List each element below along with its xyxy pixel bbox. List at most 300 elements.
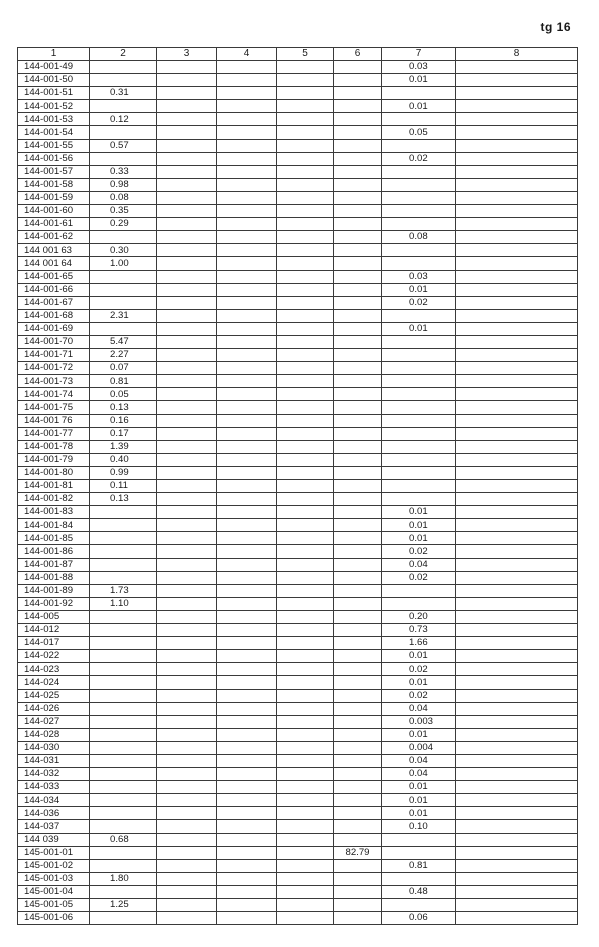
cell-col4 (217, 466, 277, 479)
cell-col2: 0.30 (90, 244, 157, 257)
cell-code: 144-001-69 (18, 322, 90, 335)
cell-code: 144-001-72 (18, 362, 90, 375)
table-row (18, 100, 578, 113)
cell-code: 145-001-03 (18, 872, 90, 885)
cell-col4 (217, 453, 277, 466)
cell-col5 (277, 466, 334, 479)
cell-col4 (217, 283, 277, 296)
cell-col2: 0.81 (90, 375, 157, 388)
cell-col2 (90, 754, 157, 767)
table-row (18, 257, 578, 270)
cell-col8 (456, 231, 578, 244)
cell-col4 (217, 912, 277, 925)
cell-col6 (334, 859, 382, 872)
cell-col5 (277, 519, 334, 532)
table-body (18, 61, 578, 925)
cell-col3 (157, 349, 217, 362)
cell-col4 (217, 139, 277, 152)
table-row (18, 453, 578, 466)
cell-col5 (277, 872, 334, 885)
table-row (18, 74, 578, 87)
cell-col6 (334, 794, 382, 807)
cell-col5 (277, 453, 334, 466)
cell-col5 (277, 191, 334, 204)
cell-col4 (217, 794, 277, 807)
cell-col7: 0.02 (382, 545, 456, 558)
cell-col4 (217, 885, 277, 898)
cell-col8 (456, 126, 578, 139)
table-row (18, 205, 578, 218)
cell-col3 (157, 440, 217, 453)
cell-col8 (456, 663, 578, 676)
cell-col3 (157, 637, 217, 650)
cell-col4 (217, 165, 277, 178)
cell-col8 (456, 349, 578, 362)
cell-col8 (456, 885, 578, 898)
cell-col8 (456, 768, 578, 781)
cell-col7 (382, 362, 456, 375)
cell-col3 (157, 205, 217, 218)
cell-col8 (456, 165, 578, 178)
cell-col7 (382, 846, 456, 859)
cell-col6 (334, 754, 382, 767)
cell-col7 (382, 872, 456, 885)
cell-col6 (334, 597, 382, 610)
cell-code: 144-028 (18, 728, 90, 741)
cell-col6 (334, 74, 382, 87)
cell-col7: 0.01 (382, 283, 456, 296)
cell-col3 (157, 362, 217, 375)
cell-col5 (277, 912, 334, 925)
table-row (18, 375, 578, 388)
cell-col4 (217, 493, 277, 506)
table-row (18, 231, 578, 244)
cell-col5 (277, 532, 334, 545)
cell-col2 (90, 270, 157, 283)
cell-col7: 0.04 (382, 702, 456, 715)
cell-col4 (217, 414, 277, 427)
cell-col2 (90, 637, 157, 650)
cell-col7: 0.01 (382, 794, 456, 807)
cell-col6 (334, 349, 382, 362)
cell-code: 144-001-60 (18, 205, 90, 218)
cell-col4 (217, 610, 277, 623)
cell-col2 (90, 663, 157, 676)
cell-col3 (157, 885, 217, 898)
cell-code: 144-001-78 (18, 440, 90, 453)
cell-col7 (382, 597, 456, 610)
cell-col3 (157, 414, 217, 427)
cell-col2 (90, 506, 157, 519)
table-row (18, 571, 578, 584)
cell-col4 (217, 440, 277, 453)
cell-col5 (277, 165, 334, 178)
cell-col8 (456, 139, 578, 152)
table-row (18, 322, 578, 335)
cell-col5 (277, 335, 334, 348)
cell-col5 (277, 480, 334, 493)
cell-col3 (157, 584, 217, 597)
cell-code: 144-023 (18, 663, 90, 676)
cell-col8 (456, 715, 578, 728)
cell-col7: 0.01 (382, 650, 456, 663)
table-row (18, 872, 578, 885)
cell-code: 144-026 (18, 702, 90, 715)
table-row (18, 846, 578, 859)
cell-col6 (334, 768, 382, 781)
cell-col8 (456, 741, 578, 754)
cell-code: 144-001-49 (18, 61, 90, 74)
cell-col7: 0.04 (382, 754, 456, 767)
cell-col5 (277, 244, 334, 257)
cell-code: 144-001-87 (18, 558, 90, 571)
cell-col8 (456, 728, 578, 741)
cell-col2 (90, 126, 157, 139)
table-row (18, 820, 578, 833)
cell-col5 (277, 322, 334, 335)
cell-code: 144 039 (18, 833, 90, 846)
cell-col4 (217, 597, 277, 610)
cell-col4 (217, 257, 277, 270)
cell-col3 (157, 244, 217, 257)
cell-col8 (456, 624, 578, 637)
cell-col2: 1.00 (90, 257, 157, 270)
cell-col2: 0.12 (90, 113, 157, 126)
cell-col8 (456, 637, 578, 650)
table-row (18, 191, 578, 204)
cell-col7 (382, 414, 456, 427)
cell-col3 (157, 283, 217, 296)
cell-col8 (456, 61, 578, 74)
cell-col5 (277, 650, 334, 663)
cell-code: 144-024 (18, 676, 90, 689)
cell-code: 144-001-77 (18, 427, 90, 440)
cell-col3 (157, 846, 217, 859)
cell-col8 (456, 335, 578, 348)
table-row (18, 728, 578, 741)
cell-col6 (334, 610, 382, 623)
cell-col5 (277, 558, 334, 571)
cell-col7 (382, 309, 456, 322)
cell-col6 (334, 833, 382, 846)
cell-col6 (334, 571, 382, 584)
cell-col6 (334, 728, 382, 741)
cell-col2: 2.31 (90, 309, 157, 322)
cell-col3 (157, 139, 217, 152)
cell-code: 145-001-04 (18, 885, 90, 898)
cell-col6 (334, 283, 382, 296)
table-row (18, 283, 578, 296)
cell-col6 (334, 480, 382, 493)
cell-col7 (382, 205, 456, 218)
table-row (18, 545, 578, 558)
cell-code: 145-001-02 (18, 859, 90, 872)
cell-col5 (277, 689, 334, 702)
cell-col5 (277, 637, 334, 650)
cell-col4 (217, 375, 277, 388)
cell-col7 (382, 218, 456, 231)
cell-col4 (217, 480, 277, 493)
cell-col3 (157, 624, 217, 637)
table-row (18, 859, 578, 872)
cell-col7: 0.03 (382, 270, 456, 283)
cell-col5 (277, 493, 334, 506)
table-row (18, 506, 578, 519)
cell-col7 (382, 178, 456, 191)
cell-code: 144-001-50 (18, 74, 90, 87)
cell-col8 (456, 833, 578, 846)
cell-col2 (90, 61, 157, 74)
cell-col2: 0.68 (90, 833, 157, 846)
cell-col4 (217, 768, 277, 781)
cell-col7 (382, 335, 456, 348)
cell-col8 (456, 689, 578, 702)
cell-col5 (277, 859, 334, 872)
cell-col2: 0.31 (90, 87, 157, 100)
table-row (18, 388, 578, 401)
cell-col3 (157, 610, 217, 623)
cell-code: 144-037 (18, 820, 90, 833)
table-row (18, 349, 578, 362)
table-row (18, 61, 578, 74)
cell-col7: 0.01 (382, 519, 456, 532)
cell-col8 (456, 453, 578, 466)
table-row (18, 676, 578, 689)
cell-col4 (217, 754, 277, 767)
table-row (18, 113, 578, 126)
cell-code: 144-001-54 (18, 126, 90, 139)
cell-code: 144-001-52 (18, 100, 90, 113)
cell-col8 (456, 427, 578, 440)
cell-col2: 0.57 (90, 139, 157, 152)
cell-col2: 0.05 (90, 388, 157, 401)
cell-col2: 0.98 (90, 178, 157, 191)
cell-col6 (334, 741, 382, 754)
cell-col3 (157, 388, 217, 401)
cell-col7: 0.01 (382, 506, 456, 519)
cell-col6 (334, 113, 382, 126)
cell-col5 (277, 309, 334, 322)
cell-col8 (456, 309, 578, 322)
cell-col7: 0.01 (382, 807, 456, 820)
cell-col4 (217, 74, 277, 87)
table-row (18, 139, 578, 152)
cell-col4 (217, 833, 277, 846)
cell-col4 (217, 689, 277, 702)
cell-code: 144-001-84 (18, 519, 90, 532)
cell-col8 (456, 702, 578, 715)
table-row (18, 440, 578, 453)
cell-col7 (382, 87, 456, 100)
cell-col5 (277, 754, 334, 767)
cell-code: 144-001-65 (18, 270, 90, 283)
cell-col5 (277, 126, 334, 139)
cell-col3 (157, 218, 217, 231)
cell-col8 (456, 466, 578, 479)
table-row (18, 624, 578, 637)
cell-col2 (90, 715, 157, 728)
cell-col6 (334, 689, 382, 702)
cell-col4 (217, 899, 277, 912)
table-row (18, 309, 578, 322)
table-row (18, 362, 578, 375)
cell-col8 (456, 872, 578, 885)
cell-code: 144-001-70 (18, 335, 90, 348)
cell-col8 (456, 362, 578, 375)
cell-col6 (334, 637, 382, 650)
table-row (18, 650, 578, 663)
cell-col7 (382, 899, 456, 912)
cell-col3 (157, 532, 217, 545)
cell-col8 (456, 899, 578, 912)
cell-col8 (456, 388, 578, 401)
cell-col4 (217, 571, 277, 584)
cell-col7 (382, 427, 456, 440)
cell-col2: 0.11 (90, 480, 157, 493)
cell-col3 (157, 794, 217, 807)
cell-col8 (456, 597, 578, 610)
cell-col5 (277, 178, 334, 191)
cell-col7 (382, 349, 456, 362)
cell-col3 (157, 152, 217, 165)
table-row (18, 178, 578, 191)
cell-col3 (157, 466, 217, 479)
cell-col6 (334, 335, 382, 348)
cell-col6 (334, 87, 382, 100)
cell-col8 (456, 113, 578, 126)
table-row (18, 427, 578, 440)
table-row (18, 689, 578, 702)
cell-col7 (382, 401, 456, 414)
cell-col3 (157, 375, 217, 388)
table-row (18, 663, 578, 676)
cell-col2 (90, 689, 157, 702)
cell-col3 (157, 165, 217, 178)
cell-col3 (157, 178, 217, 191)
cell-col7: 0.48 (382, 885, 456, 898)
cell-col3 (157, 872, 217, 885)
cell-col7 (382, 191, 456, 204)
cell-col5 (277, 807, 334, 820)
cell-col8 (456, 322, 578, 335)
column-header-3: 3 (157, 48, 217, 61)
cell-col3 (157, 191, 217, 204)
cell-col2 (90, 231, 157, 244)
cell-col4 (217, 296, 277, 309)
cell-col3 (157, 571, 217, 584)
cell-col2: 5.47 (90, 335, 157, 348)
cell-col5 (277, 899, 334, 912)
cell-col6 (334, 466, 382, 479)
cell-col6 (334, 872, 382, 885)
cell-col3 (157, 663, 217, 676)
cell-code: 144-001-92 (18, 597, 90, 610)
cell-code: 144-001-61 (18, 218, 90, 231)
cell-col4 (217, 427, 277, 440)
data-sheet (17, 47, 577, 925)
cell-col3 (157, 899, 217, 912)
cell-col7: 0.02 (382, 689, 456, 702)
cell-col4 (217, 663, 277, 676)
table-row (18, 335, 578, 348)
cell-col6 (334, 139, 382, 152)
cell-col5 (277, 571, 334, 584)
column-header-4: 4 (217, 48, 277, 61)
cell-col3 (157, 126, 217, 139)
cell-code: 144-031 (18, 754, 90, 767)
cell-col6 (334, 715, 382, 728)
cell-col6 (334, 506, 382, 519)
cell-col2 (90, 794, 157, 807)
cell-col5 (277, 218, 334, 231)
cell-col5 (277, 270, 334, 283)
cell-col8 (456, 100, 578, 113)
cell-col2: 1.80 (90, 872, 157, 885)
cell-col4 (217, 61, 277, 74)
cell-col8 (456, 859, 578, 872)
cell-col3 (157, 859, 217, 872)
table-row (18, 794, 578, 807)
cell-col8 (456, 480, 578, 493)
cell-col6 (334, 257, 382, 270)
cell-col4 (217, 152, 277, 165)
cell-col6 (334, 100, 382, 113)
cell-col4 (217, 676, 277, 689)
cell-col7: 0.08 (382, 231, 456, 244)
cell-col5 (277, 427, 334, 440)
cell-col8 (456, 244, 578, 257)
cell-col5 (277, 885, 334, 898)
cell-col6 (334, 427, 382, 440)
cell-col4 (217, 178, 277, 191)
cell-col5 (277, 741, 334, 754)
cell-code: 144 001 64 (18, 257, 90, 270)
cell-col8 (456, 401, 578, 414)
cell-code: 144-017 (18, 637, 90, 650)
cell-code: 144-001-53 (18, 113, 90, 126)
cell-col8 (456, 650, 578, 663)
cell-col8 (456, 205, 578, 218)
cell-col8 (456, 270, 578, 283)
cell-col8 (456, 519, 578, 532)
cell-col6 (334, 296, 382, 309)
cell-col3 (157, 689, 217, 702)
cell-col4 (217, 532, 277, 545)
cell-col5 (277, 100, 334, 113)
table-row (18, 610, 578, 623)
table-row (18, 493, 578, 506)
cell-col4 (217, 781, 277, 794)
cell-col3 (157, 676, 217, 689)
cell-col6 (334, 309, 382, 322)
table-row (18, 584, 578, 597)
cell-col7: 0.04 (382, 558, 456, 571)
cell-col8 (456, 545, 578, 558)
cell-col8 (456, 296, 578, 309)
cell-col2 (90, 624, 157, 637)
cell-col6 (334, 388, 382, 401)
cell-code: 144-001-86 (18, 545, 90, 558)
cell-col7 (382, 257, 456, 270)
cell-code: 144-001-57 (18, 165, 90, 178)
cell-col2 (90, 571, 157, 584)
cell-col4 (217, 87, 277, 100)
cell-col5 (277, 768, 334, 781)
cell-col7: 0.02 (382, 152, 456, 165)
cell-col6 (334, 231, 382, 244)
cell-col5 (277, 702, 334, 715)
cell-code: 144-001-83 (18, 506, 90, 519)
